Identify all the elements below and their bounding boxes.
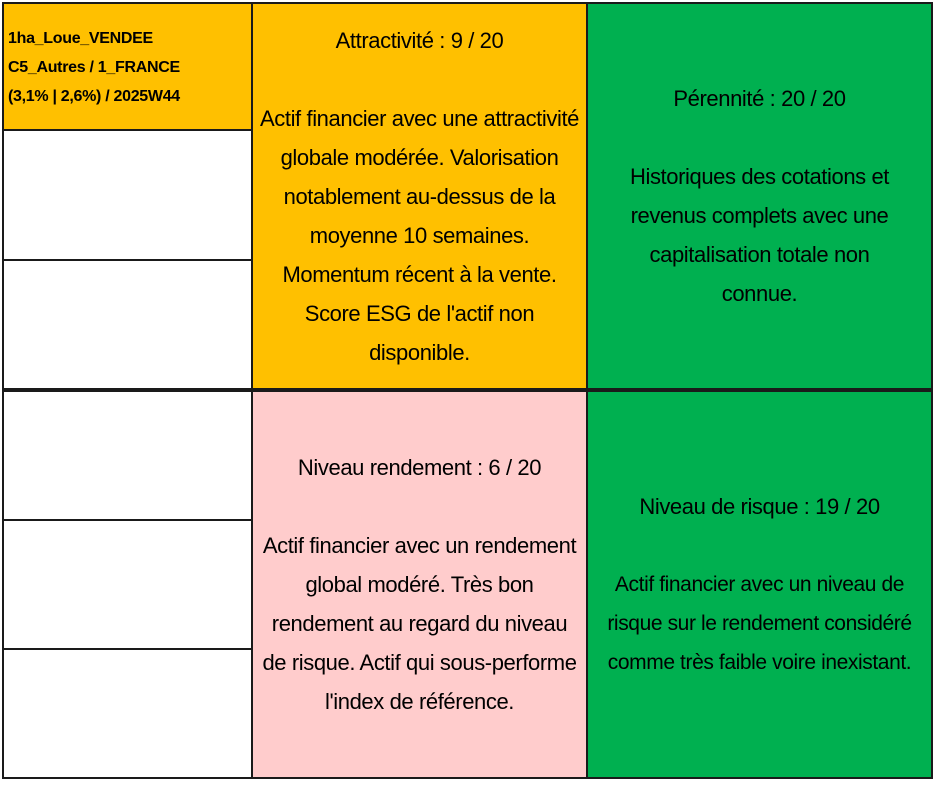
blank-cell [2, 648, 253, 779]
rendement-title: Niveau rendement : 6 / 20 [297, 455, 542, 480]
blank-cell [2, 519, 253, 650]
risque-title: Niveau de risque : 19 / 20 [639, 494, 880, 519]
asset-yield-week: (3,1% | 2,6%) / 2025W44 [8, 88, 180, 105]
asset-name: 1ha_Loue_VENDEE [8, 30, 153, 47]
blank-cell [2, 390, 253, 521]
blank-cell [2, 129, 253, 261]
blank-cell [2, 259, 253, 390]
asset-category: C5_Autres / 1_FRANCE [8, 59, 180, 76]
perennite-card [586, 2, 933, 390]
rendement-card [251, 390, 588, 779]
risque-text: Actif financier avec un niveau de risque sur le rendement considéré comme très faible voire inexistant. [607, 573, 912, 674]
attractivite-text: Actif financier avec une attractivité globale modérée. Valorisation notablement au-dessus de la moyenne 10 semaines. Momentum récent à la vente. Score ESG de l'actif non disponible. [259, 105, 580, 365]
risque-card [586, 390, 933, 779]
perennite-text: Historiques des cotations et revenus complets avec une capitalisation totale non connue. [629, 164, 890, 306]
attractivite-title: Attractivité : 9 / 20 [335, 27, 504, 53]
rendement-text: Actif financier avec un rendement global modéré. Très bon rendement au regard du niveau de risque. Actif qui sous-performe l'index de référence. [262, 533, 577, 714]
attractivite-card [251, 2, 588, 390]
perennite-title: Pérennité : 20 / 20 [673, 86, 846, 111]
asset-header-cell [2, 2, 253, 131]
